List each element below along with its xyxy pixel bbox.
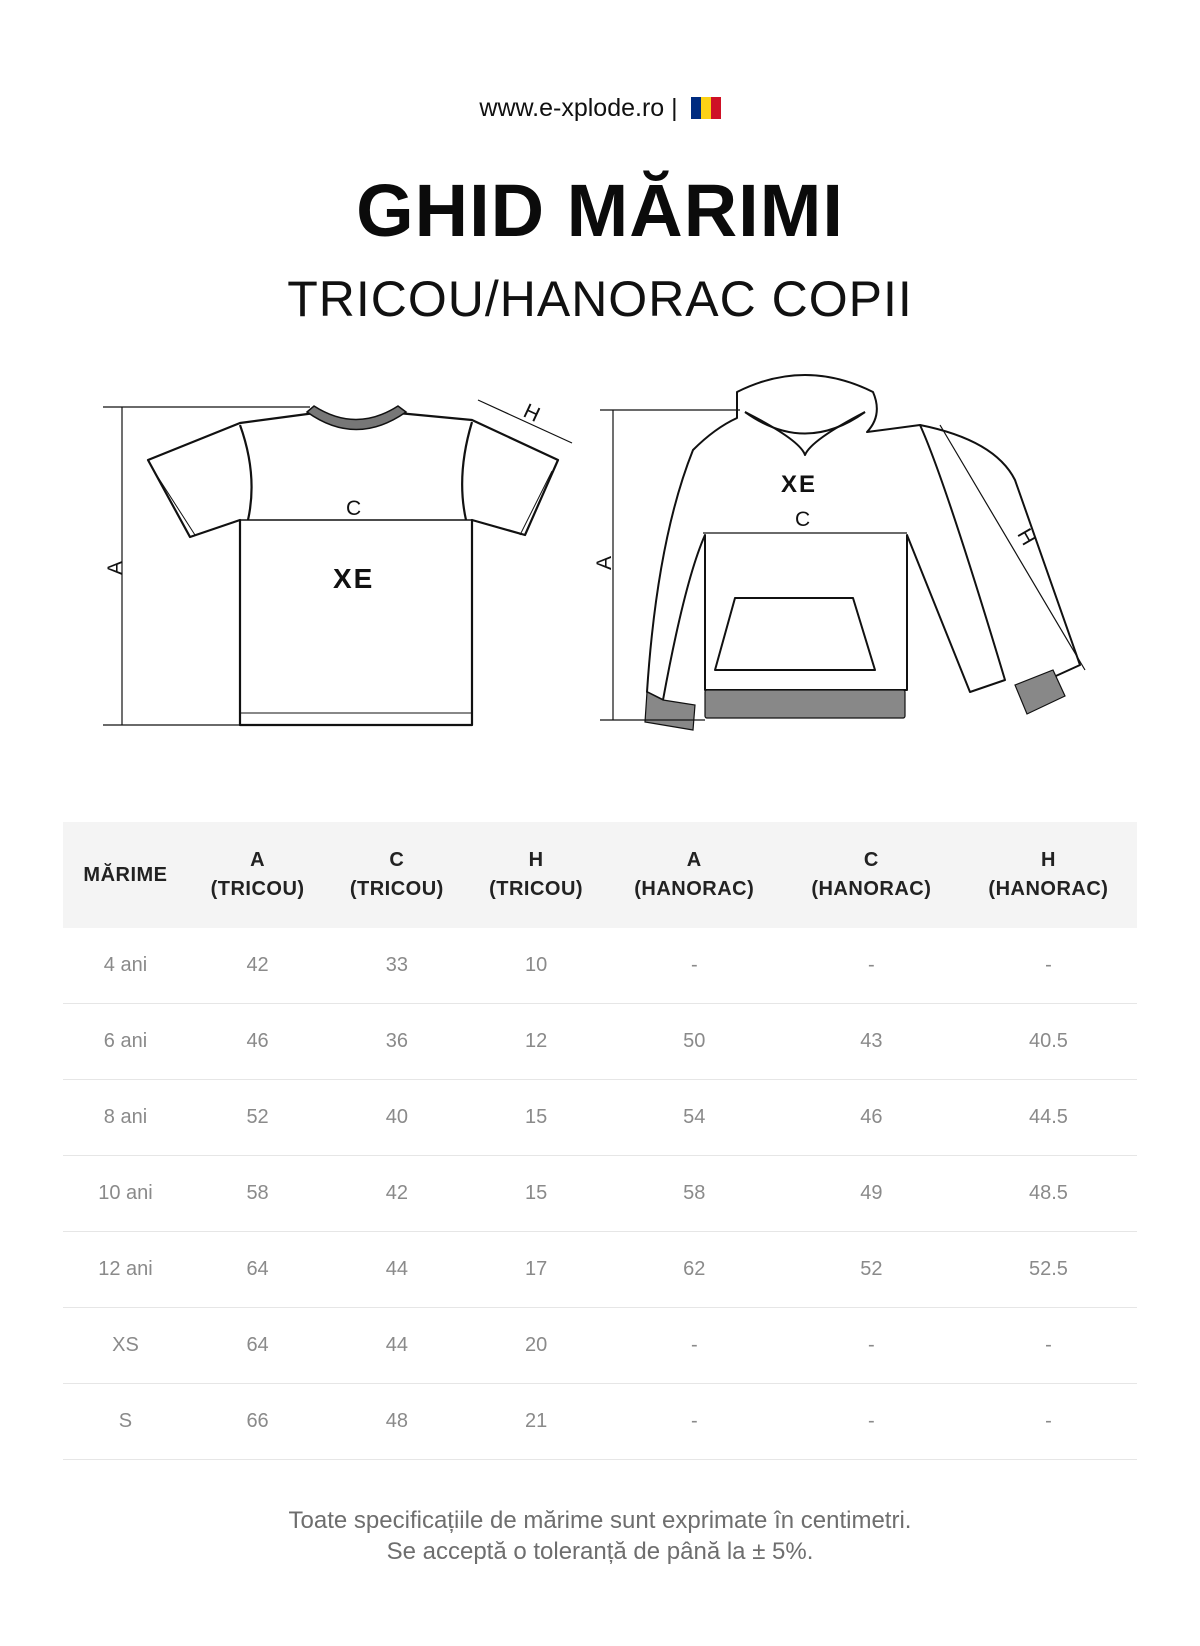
- tshirt-label-a: A: [104, 560, 127, 575]
- table-row: [63, 1156, 1137, 1232]
- header-line1: H: [528, 849, 544, 871]
- table-row: [63, 928, 1137, 1004]
- header-line2: (TRICOU): [349, 878, 444, 900]
- tshirt-label-h: H: [519, 399, 544, 427]
- table-cell: -: [960, 1384, 1137, 1460]
- hoodie-logo: XE: [781, 471, 818, 498]
- table-cell: 40: [327, 1080, 466, 1156]
- table-row: [63, 1232, 1137, 1308]
- table-row: [63, 1308, 1137, 1384]
- header-line2: (TRICOU): [210, 878, 305, 900]
- flag-stripe-red: [711, 97, 721, 119]
- table-cell: 40.5: [960, 1004, 1137, 1080]
- header-a-hanorac: [606, 822, 783, 928]
- table-cell: 42: [188, 928, 327, 1004]
- table-cell: 58: [606, 1156, 783, 1232]
- header-size-label: MĂRIME: [83, 863, 168, 886]
- table-cell: 36: [327, 1004, 466, 1080]
- table-row: [63, 1004, 1137, 1080]
- table-cell: 54: [606, 1080, 783, 1156]
- tshirt-collar: [307, 406, 406, 430]
- table-cell: -: [783, 1308, 960, 1384]
- header-line2: (TRICOU): [489, 878, 584, 900]
- page-title: GHID MĂRIMI: [356, 169, 844, 252]
- table-cell: 66: [188, 1384, 327, 1460]
- header-size: [63, 822, 188, 928]
- hoodie-ribbing: [645, 670, 1065, 730]
- romania-flag-icon: [691, 97, 721, 119]
- table-cell: 43: [783, 1004, 960, 1080]
- header-c-tricou: [327, 822, 466, 928]
- table-cell: -: [960, 1308, 1137, 1384]
- hoodie-label-a: A: [593, 555, 616, 570]
- table-cell: 50: [606, 1004, 783, 1080]
- table-cell: 64: [188, 1232, 327, 1308]
- table-cell: 20: [466, 1308, 605, 1384]
- header-line2: (HANORAC): [811, 878, 932, 900]
- table-cell: 58: [188, 1156, 327, 1232]
- table-cell: 44: [327, 1232, 466, 1308]
- header-line1: C: [863, 849, 879, 871]
- table-cell: -: [606, 1308, 783, 1384]
- header-line2: (HANORAC): [634, 878, 755, 900]
- table-cell: 52: [783, 1232, 960, 1308]
- table-cell: 10: [466, 928, 605, 1004]
- tshirt-label-c: C: [346, 497, 362, 520]
- table-cell: 46: [783, 1080, 960, 1156]
- table-cell: 48: [327, 1384, 466, 1460]
- table-cell: 64: [188, 1308, 327, 1384]
- header-line1: A: [250, 849, 266, 871]
- footer-note-line1: Toate specificațiile de mărime sunt exprimate în centimetri.: [288, 1507, 912, 1534]
- table-cell: 15: [466, 1080, 605, 1156]
- header-line1: C: [389, 849, 405, 871]
- table-row: [63, 1384, 1137, 1460]
- table-cell: 42: [327, 1156, 466, 1232]
- table-cell: -: [960, 928, 1137, 1004]
- table-row: [63, 1080, 1137, 1156]
- table-cell: 17: [466, 1232, 605, 1308]
- table-cell: -: [606, 928, 783, 1004]
- table-cell: 8 ani: [63, 1080, 188, 1156]
- flag-stripe-yellow: [701, 97, 711, 119]
- table-cell: XS: [63, 1308, 188, 1384]
- table-cell: 6 ani: [63, 1004, 188, 1080]
- header-c-hanorac: [783, 822, 960, 928]
- table-cell: 10 ani: [63, 1156, 188, 1232]
- table-cell: 44.5: [960, 1080, 1137, 1156]
- tshirt-diagram: [100, 395, 620, 775]
- header-h-tricou: [466, 822, 605, 928]
- table-cell: 21: [466, 1384, 605, 1460]
- header-line1: A: [686, 849, 702, 871]
- table-cell: 12: [466, 1004, 605, 1080]
- table-cell: 12 ani: [63, 1232, 188, 1308]
- table-cell: -: [606, 1384, 783, 1460]
- header-line2: (HANORAC): [988, 878, 1109, 900]
- table-cell: 33: [327, 928, 466, 1004]
- table-header-row: [63, 822, 1137, 928]
- header-a-tricou: [188, 822, 327, 928]
- hoodie-dimension-lines: [600, 410, 1085, 720]
- site-url-text: www.e-xplode.ro |: [479, 94, 678, 122]
- table-cell: 15: [466, 1156, 605, 1232]
- footer-note-line2: Se acceptă o toleranță de până la ± 5%.: [386, 1538, 814, 1565]
- hoodie-diagram: [593, 370, 1150, 780]
- header-line1: H: [1040, 849, 1056, 871]
- table-cell: 62: [606, 1232, 783, 1308]
- header-h-hanorac: [960, 822, 1137, 928]
- page-subtitle: TRICOU/HANORAC COPII: [287, 271, 913, 327]
- table-cell: 46: [188, 1004, 327, 1080]
- table-cell: 44: [327, 1308, 466, 1384]
- table-cell: 49: [783, 1156, 960, 1232]
- table-cell: -: [783, 928, 960, 1004]
- flag-stripe-blue: [691, 97, 701, 119]
- table-cell: 48.5: [960, 1156, 1137, 1232]
- tshirt-logo: XE: [333, 563, 375, 594]
- table-cell: 4 ani: [63, 928, 188, 1004]
- site-url: [0, 94, 1200, 123]
- size-table: [63, 822, 1137, 1460]
- table-cell: 52.5: [960, 1232, 1137, 1308]
- hoodie-label-h: H: [1012, 524, 1040, 550]
- table-cell: 52: [188, 1080, 327, 1156]
- hoodie-label-c: C: [795, 508, 811, 531]
- table-cell: S: [63, 1384, 188, 1460]
- table-cell: -: [783, 1384, 960, 1460]
- footer-note: [0, 1505, 1200, 1567]
